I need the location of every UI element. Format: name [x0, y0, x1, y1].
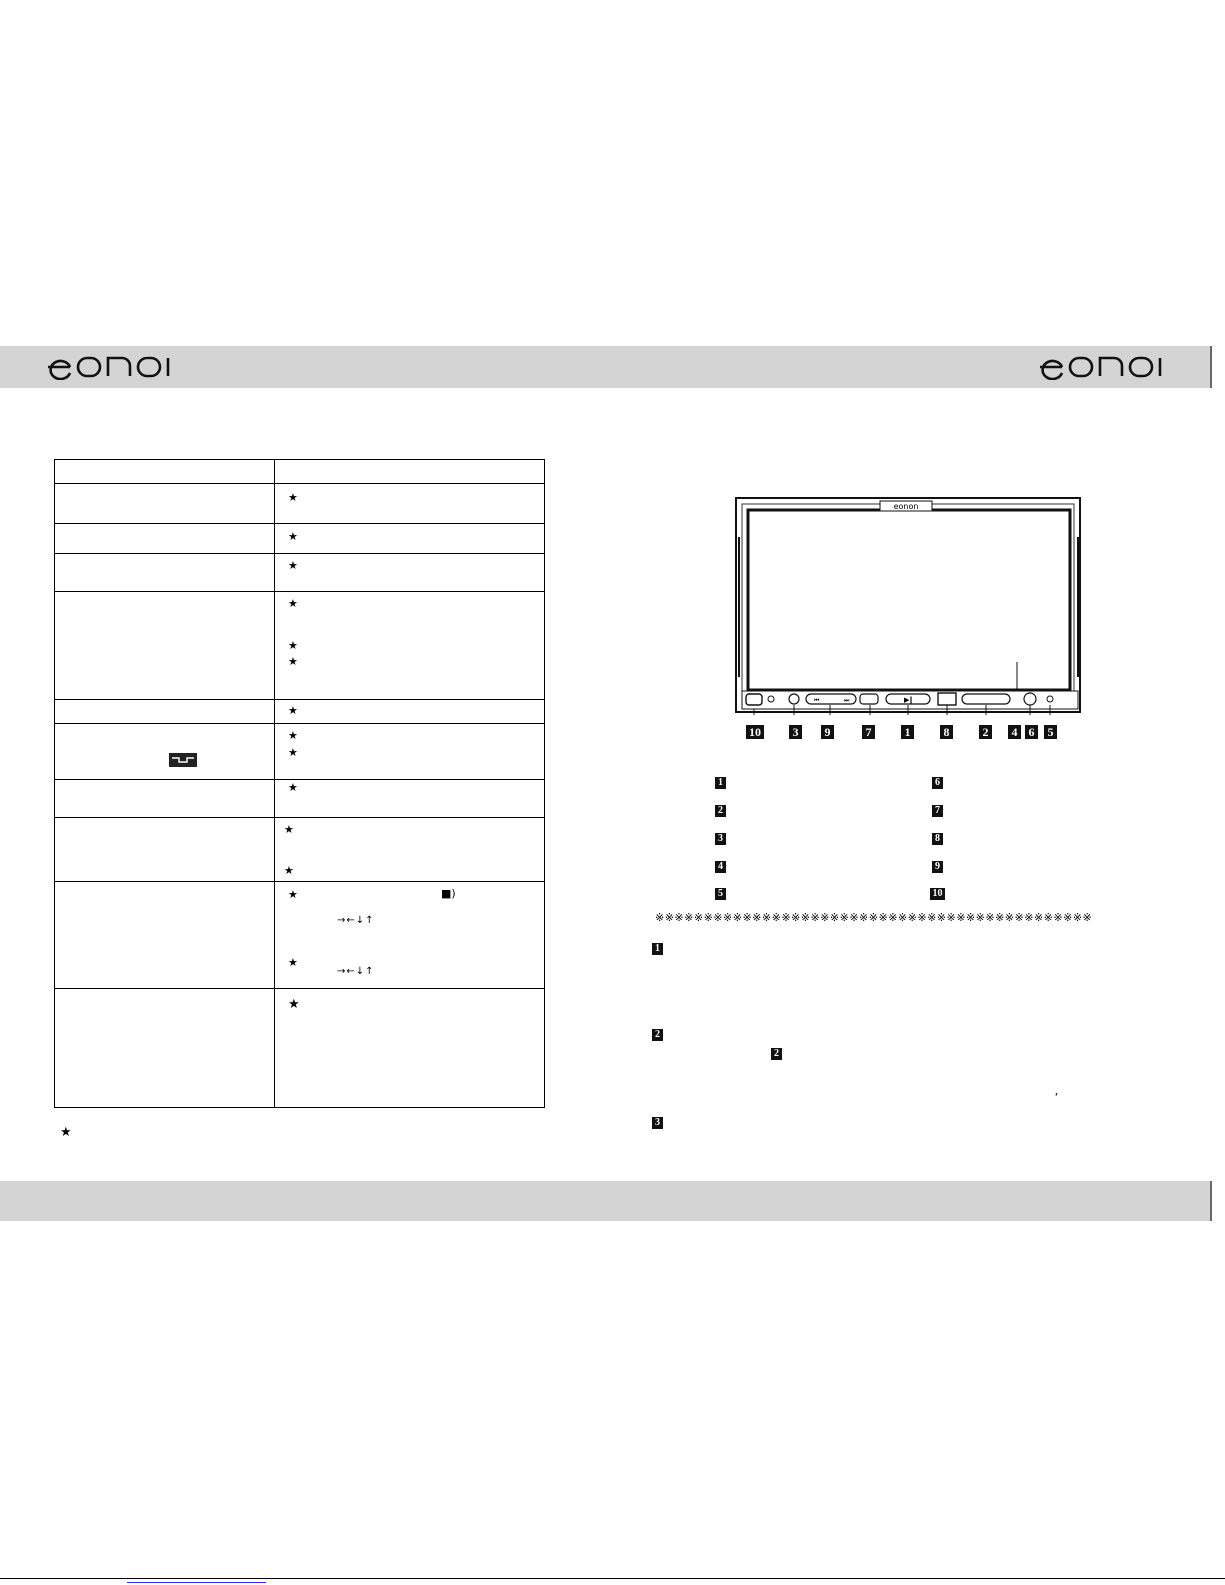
mute-symbol: ■) [441, 887, 456, 900]
eonon-logo-mark [1036, 354, 1168, 380]
legend-number: 5 [715, 888, 726, 900]
callout-4: 4 [1008, 725, 1021, 739]
callout-10: 10 [746, 725, 764, 739]
table-row-divider [55, 483, 544, 484]
svg-text:⏭: ⏭ [844, 697, 850, 704]
bullet-star: ★ [288, 704, 298, 717]
device-front-panel [734, 497, 1086, 720]
legend-number: 7 [932, 805, 943, 817]
callout-3: 3 [789, 725, 802, 739]
section-marker: 2 [652, 1029, 663, 1041]
callout-6: 6 [1025, 725, 1038, 739]
table-row-divider [55, 723, 544, 724]
link-underline [127, 1582, 266, 1583]
bullet-star: ★ [288, 530, 298, 543]
bullet-star: ★ [288, 491, 298, 504]
legend-number: 1 [715, 777, 726, 789]
svg-text:eonon: eonon [893, 502, 919, 511]
table-row-divider [55, 523, 544, 524]
brand-logo-right [1036, 354, 1168, 380]
bullet-star: ★ [288, 639, 298, 652]
svg-text:▶‖: ▶‖ [904, 696, 913, 704]
connector-glyph-icon [169, 753, 197, 767]
section-marker: 1 [652, 943, 663, 955]
footer-band-edge [1210, 1181, 1212, 1221]
legend-number: 6 [932, 777, 943, 789]
bullet-star: ★ [288, 956, 298, 969]
table-row-divider [55, 988, 544, 989]
legend-number: 4 [715, 861, 726, 873]
header-band [0, 346, 1212, 388]
table-row-divider [55, 591, 544, 592]
legend-number: 10 [930, 888, 945, 900]
footnote-star: ★ [60, 1125, 72, 1140]
callout-2: 2 [979, 725, 992, 739]
bullet-star: ★ [288, 781, 298, 794]
bullet-star: ★ [284, 823, 294, 836]
bullet-star: ★ [288, 997, 300, 1012]
bullet-star: ★ [288, 559, 298, 572]
callout-7: 7 [862, 725, 875, 739]
callout-9: 9 [821, 725, 834, 739]
callout-1: 1 [901, 725, 914, 739]
callout-8: 8 [940, 725, 953, 739]
legend-number: 3 [715, 833, 726, 845]
stray-comma: , [1055, 1083, 1058, 1097]
direction-arrows: →←↓↑ [337, 966, 375, 977]
page-bottom-rule [0, 1578, 1225, 1579]
connector-icon [169, 753, 197, 767]
table-column-divider [274, 460, 275, 1107]
callout-5: 5 [1044, 725, 1057, 739]
svg-text:⏮: ⏮ [814, 697, 820, 704]
bullet-star: ★ [288, 888, 298, 901]
device-illustration [734, 497, 1086, 715]
bullet-star: ★ [288, 729, 298, 742]
eonon-logo-mark [44, 354, 176, 380]
footer-band [0, 1181, 1212, 1221]
bullet-star: ★ [288, 746, 298, 759]
brand-logo-left [44, 354, 176, 380]
inline-reference: 2 [771, 1048, 782, 1060]
bullet-star: ★ [288, 655, 298, 668]
legend-number: 8 [932, 833, 943, 845]
direction-arrows: →←↓↑ [337, 915, 375, 926]
bullet-star: ★ [288, 597, 298, 610]
table-row-divider [55, 881, 544, 882]
section-separator: ※※※※※※※※※※※※※※※※※※※※※※※※※※※※※※※※※※※※※※※※※※※※※ [655, 911, 1093, 924]
table-row-divider [55, 817, 544, 818]
table-row-divider [55, 699, 544, 700]
legend-number: 9 [932, 861, 943, 873]
legend-number: 2 [715, 805, 726, 817]
section-marker: 3 [652, 1117, 663, 1129]
table-row-divider [55, 553, 544, 554]
table-row-divider [55, 779, 544, 780]
header-band-edge [1210, 346, 1212, 388]
bullet-star: ★ [284, 864, 294, 877]
